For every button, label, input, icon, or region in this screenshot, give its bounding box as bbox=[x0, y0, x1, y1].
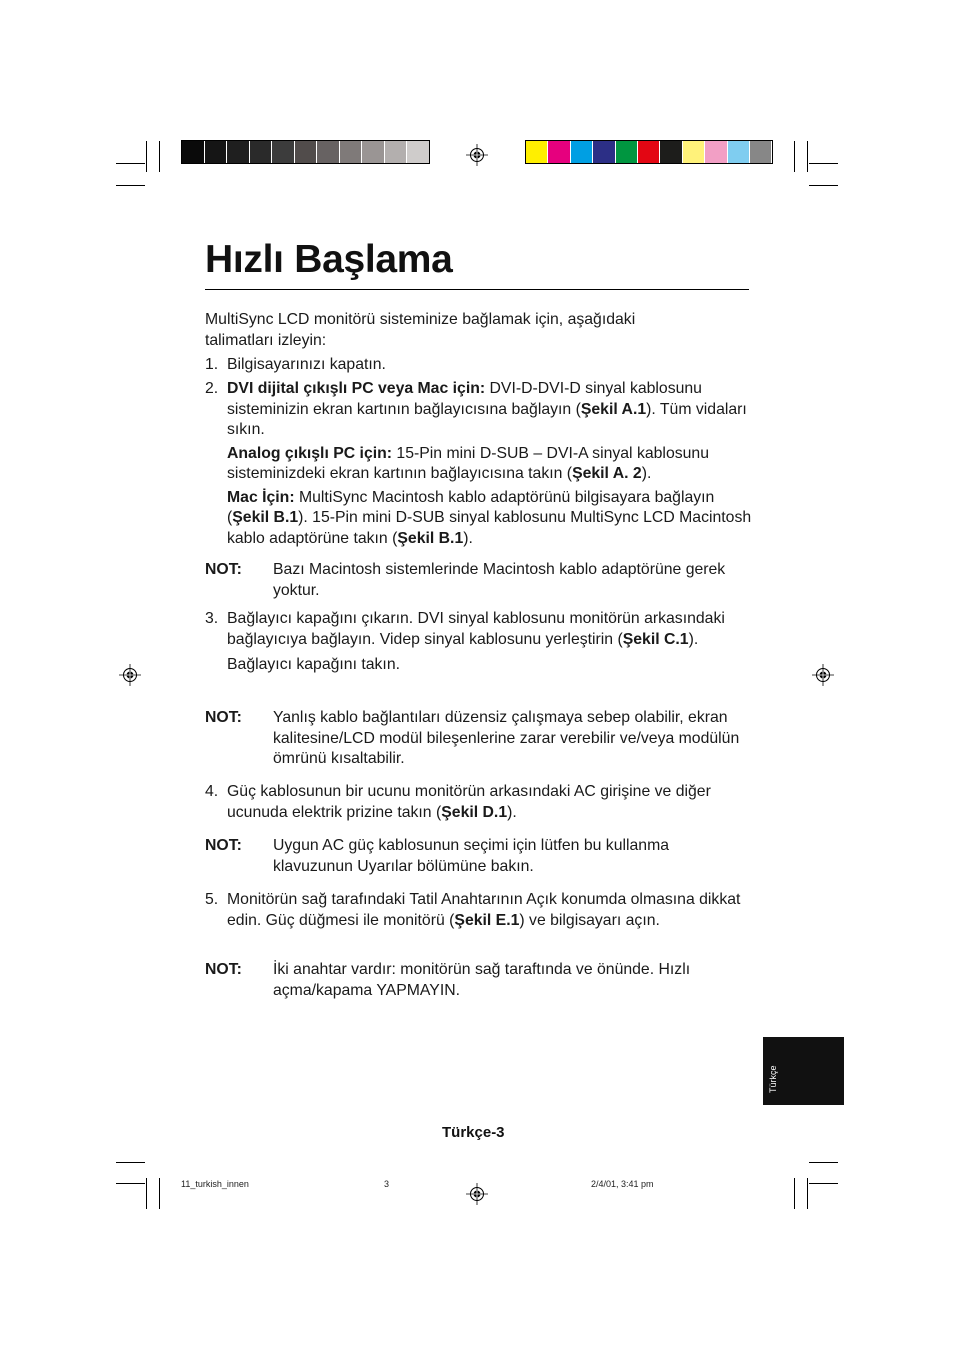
color-swatch bbox=[705, 141, 726, 163]
crop-mark bbox=[159, 1178, 160, 1209]
note-label: NOT: bbox=[205, 709, 242, 726]
step-4 bbox=[205, 782, 753, 824]
mac-text: MultiSync Macintosh kablo adaptörünü bilgisayara bağlayın ( bbox=[227, 488, 715, 526]
crop-mark bbox=[794, 1178, 795, 1209]
figure-ref: Şekil A. 2 bbox=[572, 465, 642, 482]
note-2 bbox=[205, 708, 753, 772]
slug-filename: 11_turkish_innen bbox=[181, 1179, 249, 1189]
crop-mark bbox=[146, 141, 147, 172]
dvi-label: DVI dijital çıkışlı PC veya Mac için: bbox=[227, 380, 486, 397]
color-swatch bbox=[683, 141, 704, 163]
color-swatch bbox=[616, 141, 637, 163]
figure-ref: Şekil B.1 bbox=[232, 509, 299, 526]
note-1 bbox=[205, 560, 753, 602]
step-text: Bilgisayarınızı kapatın. bbox=[227, 356, 386, 373]
mac-text-mid: ). 15-Pin mini D-SUB sinyal kablosunu MultiSync LCD Macintosh kablo adaptörüne takın ( bbox=[227, 509, 752, 547]
registration-mark-icon bbox=[466, 144, 488, 166]
crop-mark bbox=[809, 1162, 838, 1163]
color-swatch bbox=[272, 141, 294, 163]
title-rule bbox=[205, 289, 749, 290]
intro-text: MultiSync LCD monitörü sisteminize bağlamak için, aşağıdaki talimatları izleyin: bbox=[205, 311, 636, 349]
color-swatch bbox=[250, 141, 272, 163]
note-text: Uygun AC güç kablosunun seçimi için lütfen bu kullanma klavuzunun Uyarılar bölümüne bakın. bbox=[273, 837, 670, 875]
color-swatch bbox=[407, 141, 429, 163]
dvi-text: DVI-D-DVI-D sinyal kablosunu sisteminizin ekran kartının bağlayıcısına bağlayın ( bbox=[227, 380, 702, 418]
color-swatch bbox=[660, 141, 681, 163]
color-swatch bbox=[182, 141, 204, 163]
note-label: NOT: bbox=[205, 837, 242, 854]
page-number-label: Türkçe-3 bbox=[442, 1124, 505, 1141]
figure-ref: Şekil A.1 bbox=[580, 400, 647, 418]
step-2 bbox=[205, 379, 753, 554]
step-text-main: Monitörün sağ tarafındaki Tatil Anahtarının Açık konumda olmasına dikkat edin. Güç düğmesi ile monitörü ( bbox=[227, 891, 741, 929]
analog-text: 15-Pin mini D-SUB – DVI-A sinyal kablosunu sisteminizdeki ekran kartının bağlayıcısına takın ( bbox=[227, 444, 709, 482]
step-5 bbox=[205, 890, 753, 932]
step-number: 5. bbox=[205, 891, 219, 908]
color-swatch bbox=[362, 141, 384, 163]
note-text: Yanlış kablo bağlantıları düzensiz çalışmaya sebep olabilir, ekran kalitesine/LCD modül bileşenlerine zarar verebilir ve/veya modülün ömrünü kısaltabilir. bbox=[273, 709, 740, 767]
figure-ref: Şekil E.1 bbox=[454, 911, 520, 929]
slug-page: 3 bbox=[384, 1179, 390, 1189]
step-text bbox=[227, 890, 753, 931]
mac-text-end: ). bbox=[463, 529, 473, 547]
color-swatch bbox=[638, 141, 659, 163]
step-text-end: ). bbox=[688, 630, 699, 648]
color-swatch bbox=[571, 141, 592, 163]
analog-label: Analog çıkışlı PC için: bbox=[227, 444, 393, 462]
step-number: 4. bbox=[205, 783, 219, 800]
color-bar bbox=[525, 140, 773, 164]
crop-mark bbox=[809, 185, 838, 186]
color-swatch bbox=[728, 141, 749, 163]
registration-mark-icon bbox=[466, 1183, 488, 1205]
step-3 bbox=[205, 609, 753, 699]
figure-ref: Şekil B.1 bbox=[397, 529, 464, 547]
color-swatch bbox=[750, 141, 771, 163]
figure-ref: Şekil D.1 bbox=[441, 803, 508, 821]
analog-instruction bbox=[227, 444, 753, 485]
step-text-main: Güç kablosunun bir ucunu monitörün arkasındaki AC girişine ve diğer ucunuda elektrik prizine takın ( bbox=[227, 783, 711, 821]
step-3-content bbox=[227, 609, 753, 676]
dvi-instruction bbox=[227, 379, 753, 441]
color-swatch bbox=[430, 141, 452, 163]
crop-mark bbox=[809, 163, 838, 164]
step-number: 1. bbox=[205, 356, 219, 373]
step-1 bbox=[205, 355, 753, 376]
step-2-content bbox=[227, 379, 753, 549]
crop-mark bbox=[116, 163, 145, 164]
step-text bbox=[227, 609, 753, 650]
crop-mark bbox=[146, 1178, 147, 1209]
note-3 bbox=[205, 836, 753, 878]
analog-text-end: ). bbox=[641, 465, 652, 482]
step-text bbox=[227, 782, 753, 823]
page-title: Hızlı Başlama bbox=[205, 238, 453, 281]
crop-mark bbox=[809, 1183, 838, 1184]
crop-mark bbox=[116, 1162, 145, 1163]
figure-ref: Şekil C.1 bbox=[622, 630, 689, 648]
color-swatch bbox=[385, 141, 407, 163]
color-swatch bbox=[205, 141, 227, 163]
registration-mark-icon bbox=[119, 664, 141, 686]
color-swatch bbox=[295, 141, 317, 163]
color-swatch bbox=[227, 141, 249, 163]
crop-mark bbox=[807, 1178, 808, 1209]
crop-mark bbox=[794, 141, 795, 172]
step-text-end: ) ve bilgisayarı açın. bbox=[519, 911, 660, 929]
note-4 bbox=[205, 960, 753, 1002]
grayscale-bar bbox=[181, 140, 430, 164]
dvi-text-end: ). Tüm vidaları sıkın. bbox=[227, 400, 747, 438]
note-text: İki anahtar vardır: monitörün sağ taraftında ve önünde. Hızlı açma/kapama YAPMAYIN. bbox=[273, 961, 691, 999]
language-tab-label: Türkçe bbox=[768, 1065, 778, 1093]
intro-paragraph bbox=[205, 310, 753, 351]
crop-mark bbox=[116, 1183, 145, 1184]
step-text-main: Bağlayıcı kapağını çıkarın. DVI sinyal kablosunu monitörün arkasındaki bağlayıcıya bağlayın. Videp sinyal kablosunu yerleştirin ( bbox=[227, 610, 725, 648]
crop-mark bbox=[807, 141, 808, 172]
color-swatch bbox=[340, 141, 362, 163]
color-swatch bbox=[526, 141, 547, 163]
color-swatch bbox=[593, 141, 614, 163]
step-text-2: Bağlayıcı kapağını takın. bbox=[227, 656, 400, 673]
crop-mark bbox=[159, 141, 160, 172]
color-swatch bbox=[548, 141, 569, 163]
registration-mark-icon bbox=[812, 664, 834, 686]
mac-instruction bbox=[227, 488, 753, 550]
slug-date: 2/4/01, 3:41 pm bbox=[591, 1179, 654, 1189]
crop-mark bbox=[116, 185, 145, 186]
step-text-end: ). bbox=[507, 803, 517, 821]
note-label: NOT: bbox=[205, 561, 242, 578]
note-label: NOT: bbox=[205, 961, 242, 978]
step-number: 2. bbox=[205, 380, 219, 397]
step-number: 3. bbox=[205, 610, 219, 627]
color-swatch bbox=[317, 141, 339, 163]
note-text: Bazı Macintosh sistemlerinde Macintosh kablo adaptörüne gerek yoktur. bbox=[273, 561, 726, 599]
mac-label: Mac İçin: bbox=[227, 488, 295, 506]
